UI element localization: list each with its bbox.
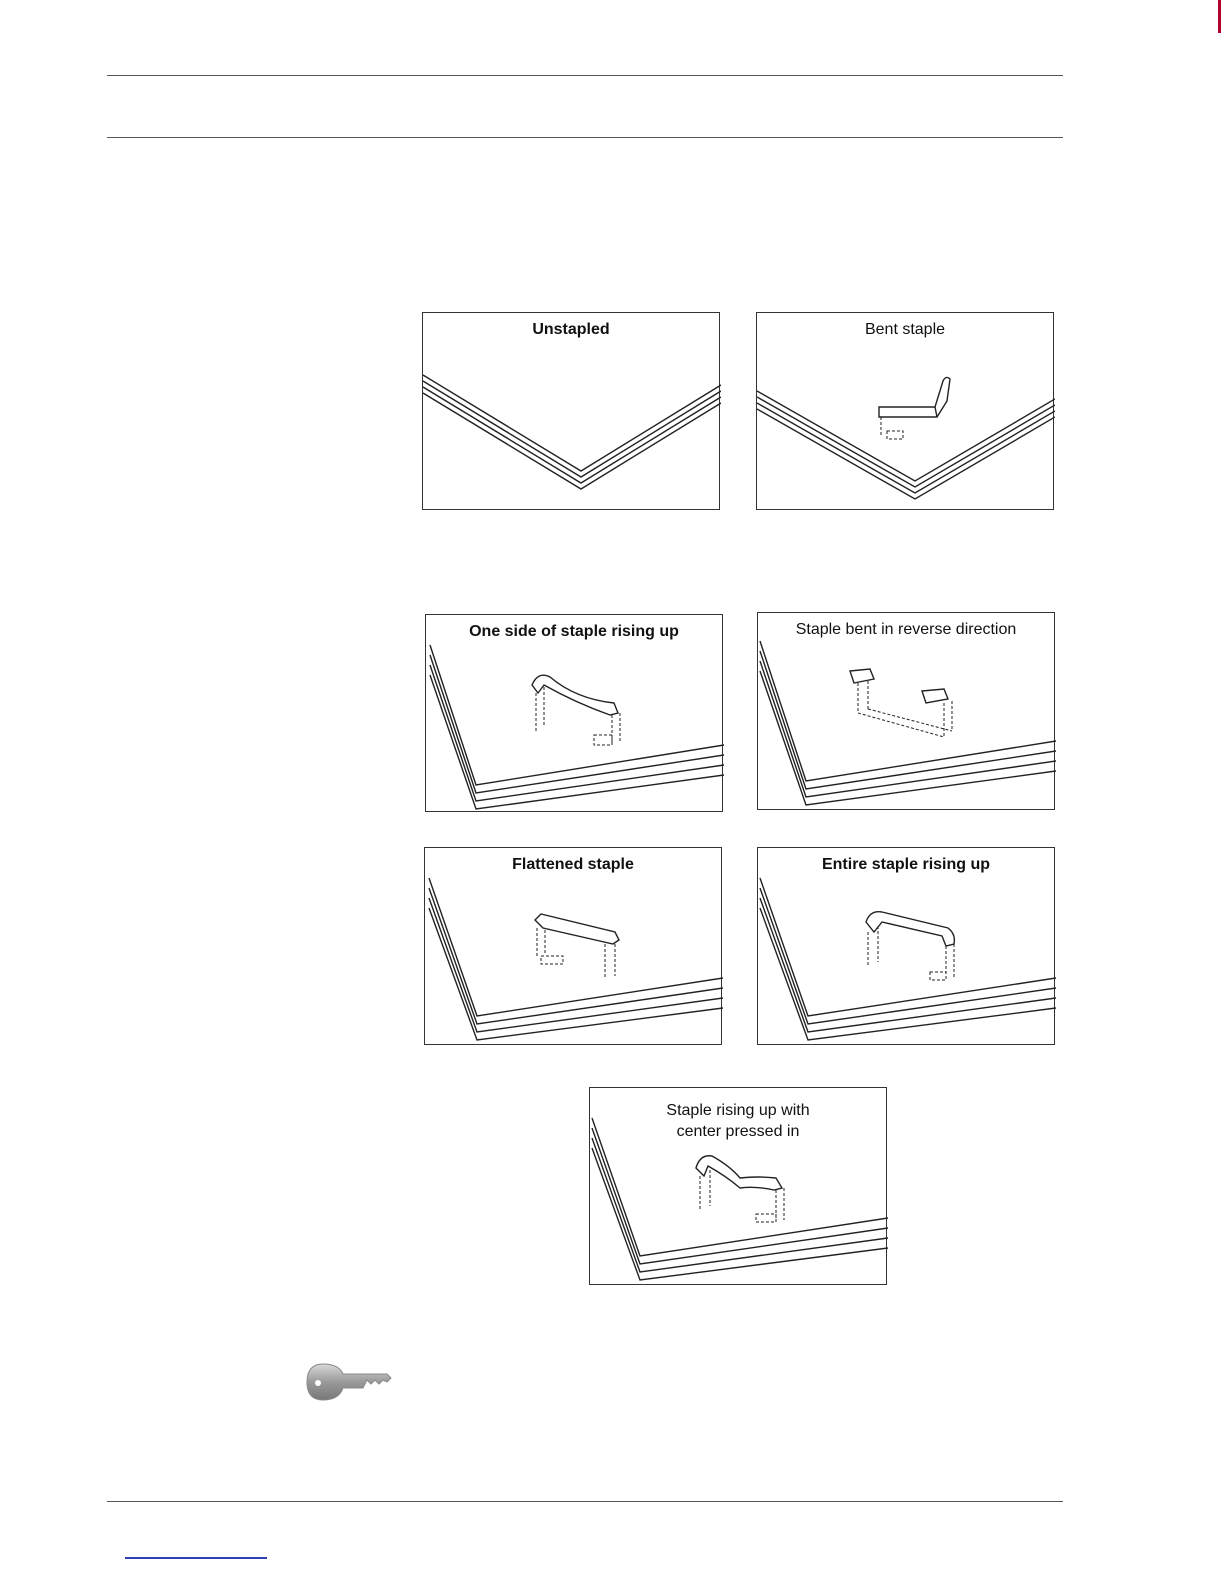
one-side-rising-illustration [426,615,724,813]
staple-icon [535,914,619,944]
figure-caption: Entire staple rising up [821,856,991,873]
header-rule-bottom [107,137,1063,138]
figure-caption: Unstapled [532,321,610,338]
figure-caption: Staple bent in reverse direction [795,621,1017,638]
figure-flattened [424,847,722,1045]
staple-icon [696,1156,782,1190]
figure-center-pressed [589,1087,887,1285]
figure-caption: One side of staple rising up [469,623,679,640]
figure-caption [590,1100,886,1142]
entire-rising-illustration [758,848,1056,1046]
header-rule-top [107,75,1063,76]
staple-icon [879,377,950,417]
figure-bent-staple [756,312,1054,510]
figure-caption-line-1: Staple rising up with [666,1102,810,1119]
figure-entire-rising [757,847,1055,1045]
flattened-illustration [425,848,723,1046]
unstapled-illustration [423,313,721,511]
figure-caption: Bent staple [864,321,946,338]
figure-caption: Flattened staple [512,856,634,873]
key-icon [305,1358,395,1404]
page-edge-marker [1218,0,1221,33]
staple-icon [532,675,618,715]
figure-unstapled [422,312,720,510]
staple-icon [866,912,954,946]
footer-rule [107,1501,1063,1502]
staple-icon [850,669,948,703]
figure-reverse-direction [757,612,1055,810]
reverse-direction-illustration [758,613,1056,811]
figure-one-side-rising [425,614,723,812]
bent-staple-illustration [757,313,1055,511]
footer-link-underline[interactable] [125,1557,267,1559]
figure-caption-line-2: center pressed in [676,1123,800,1140]
